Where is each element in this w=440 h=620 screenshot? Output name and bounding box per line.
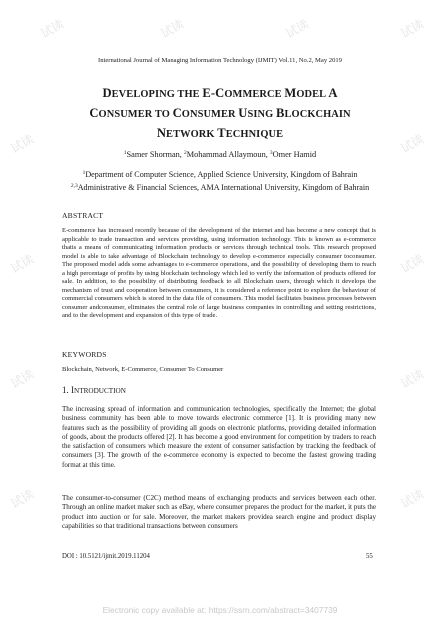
watermark-glyph: 试读 — [398, 16, 427, 41]
title-line-3: NETWORK TECHNIQUE — [156, 126, 284, 140]
introduction-paragraph-1: The increasing spread of information and communication technologies, specifically the Internet; the global business community has been able to move towards electronic commerce [1]. It is providing many new features such as the possibility of providing all goods on electronic platforms, providing detailed information of goods, about the products offered [2]. It has become a good environment for competition by traders to reach the satisfaction of consumers which measure the extent of consumer satisfaction by tracking the feedback of consumers [3]. The growth of the e-commerce economy is expected to become the fastest growing trading format at this time. — [62, 405, 376, 469]
ssrn-watermark-url: Electronic copy available at: https://ssrn.com/abstract=3407739 — [102, 605, 338, 615]
watermark-glyph: 试读 — [398, 131, 427, 156]
title-line-1: DEVELOPING THE E-COMMERCE MODEL A — [102, 86, 338, 100]
watermark-glyph: 试读 — [8, 251, 37, 276]
keywords-text: Blockchain, Network, E-Commerce, Consumer To Consumer — [62, 366, 224, 373]
keywords-heading: KEYWORDS — [62, 350, 107, 359]
introduction-paragraph-2: The consumer-to-consumer (C2C) method means of exchanging products and services between each other. Through an online market maker such as eBay, where consumer prepares the product for the market, it puts the product into auction or for sale. Moreover, the market makers providea search engine and product display capabilities so that traditional transactions between consumers — [62, 494, 376, 530]
author-list: $^1$Samer Shorman, $^2$Mohammad Allaymoun, $^3$Omer Hamid — [123, 150, 317, 159]
abstract-heading: ABSTRACT — [62, 211, 104, 220]
watermark-glyph: 试读 — [38, 16, 67, 41]
watermark-glyph: 试读 — [8, 366, 37, 391]
watermark-glyph: 试读 — [283, 16, 312, 41]
paper-title — [40, 84, 400, 144]
watermark-glyph: 试读 — [158, 16, 187, 41]
affiliation-2: $^{2,3}$Administrative & Financial Sciences, AMA International University, Kingdom of Bahrain — [70, 182, 370, 192]
title-line-2: CONSUMER TO CONSUMER USING BLOCKCHAIN — [89, 106, 351, 120]
affiliation-1: $^1$Department of Computer Science, Applied Science University, Kingdom of Bahrain — [82, 170, 358, 179]
affiliations — [40, 168, 400, 193]
watermark-glyph: 试读 — [398, 251, 427, 276]
abstract-text: E-commerce has increased recently because of the development of the internet and has become a new concept that is applicable to trade transaction and services providing, using information technology. This is known as e-commerce thatis a means of communicating information products or services through technical tools. This research proposed model is able to take advantage of Blockchain technology to develop e-commerce especially consumer toconsumer. The proposed model adds some advantages to e-commerce operations, and the possibility of developing them to reach a high percentage of profits by using blockchain technology which led to verify the information of products offered for sale. In addition, to the possibility of distributing feedback to all Blockchain users, through which it develops the mechanism of trust and cooperation between consumers, it is considered a reference point to explore the behaviour of commercial consumers which is stored in the data file of consumers. This model facilitates business processes between consumer andconsumer, eliminates the central role of large business companies in controlling and setting restrictions, and to the development and expansion of this type of trade. — [62, 227, 376, 320]
introduction-heading: 1. INTRODUCTION — [62, 385, 126, 395]
journal-header: International Journal of Managing Information Technology (IJMIT) Vol.11, No.2, May 2019 — [98, 57, 342, 64]
doi-footer: DOI : 10.5121/ijmit.2019.11204 — [62, 553, 150, 560]
watermark-glyph: 试读 — [8, 131, 37, 156]
watermark-glyph: 试读 — [8, 486, 37, 511]
watermark-glyph: 试读 — [398, 366, 427, 391]
page-number: 55 — [366, 553, 373, 560]
watermark-glyph: 试读 — [398, 486, 427, 511]
